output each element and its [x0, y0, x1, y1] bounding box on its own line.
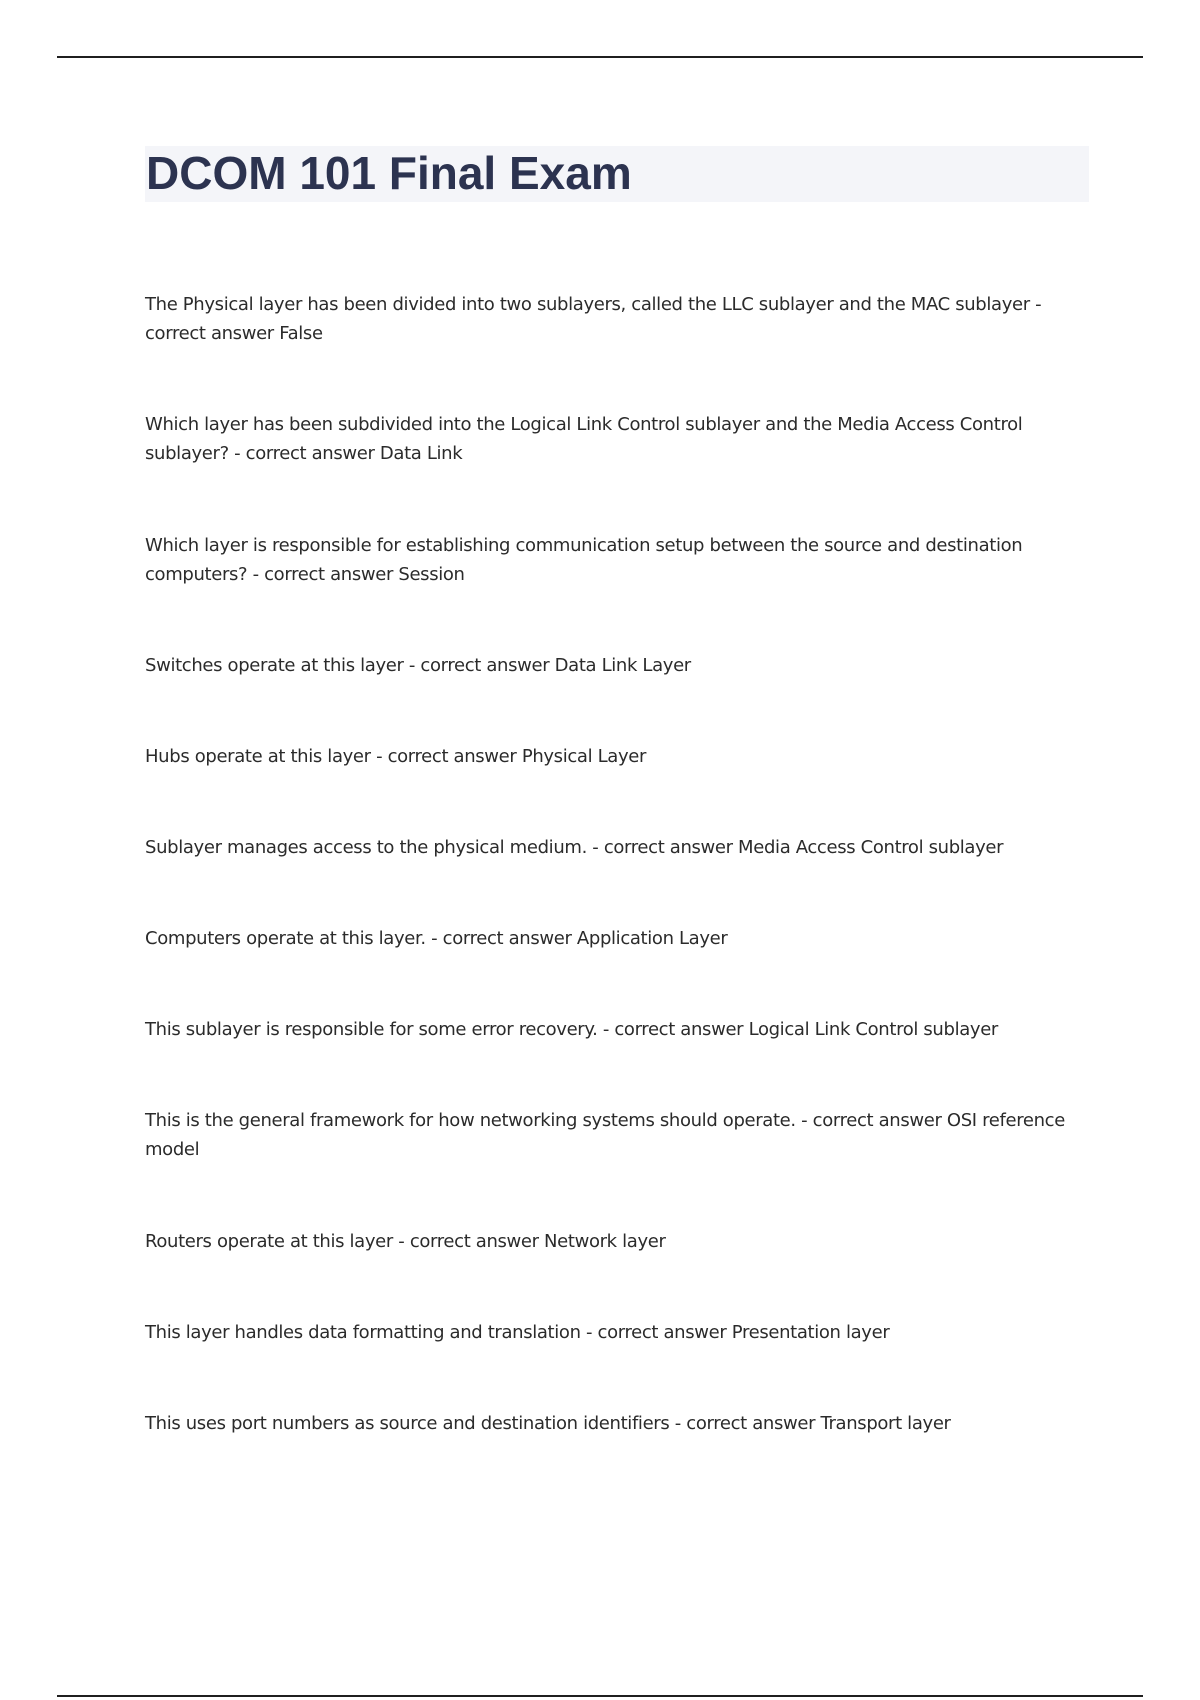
question-item-11: This layer handles data formatting and translation - correct answer Presentation layer	[145, 1322, 890, 1343]
page-title: DCOM 101 Final Exam	[146, 147, 632, 199]
question-item-3: Which layer is responsible for establishing communication setup between the source and destination computers? - correct answer Session	[145, 535, 1023, 585]
question-item-8: This sublayer is responsible for some error recovery. - correct answer Logical Link Control sublayer	[145, 1019, 998, 1040]
bottom-divider	[57, 1695, 1143, 1697]
question-item-4: Switches operate at this layer - correct answer Data Link Layer	[145, 655, 691, 676]
question-item-1: The Physical layer has been divided into two sublayers, called the LLC sublayer and the MAC sublayer - correct answer False	[145, 294, 1042, 344]
question-item-7: Computers operate at this layer. - correct answer Application Layer	[145, 928, 728, 949]
top-divider	[57, 56, 1143, 58]
question-item-6: Sublayer manages access to the physical medium. - correct answer Media Access Control sublayer	[145, 837, 1004, 858]
question-item-2: Which layer has been subdivided into the Logical Link Control sublayer and the Media Access Control sublayer? - correct answer Data Link	[145, 414, 1023, 464]
question-item-10: Routers operate at this layer - correct answer Network layer	[145, 1231, 666, 1252]
question-item-5: Hubs operate at this layer - correct answer Physical Layer	[145, 746, 647, 767]
question-item-9: This is the general framework for how networking systems should operate. - correct answer OSI reference model	[145, 1110, 1065, 1160]
question-item-12: This uses port numbers as source and destination identifiers - correct answer Transport layer	[145, 1413, 951, 1434]
